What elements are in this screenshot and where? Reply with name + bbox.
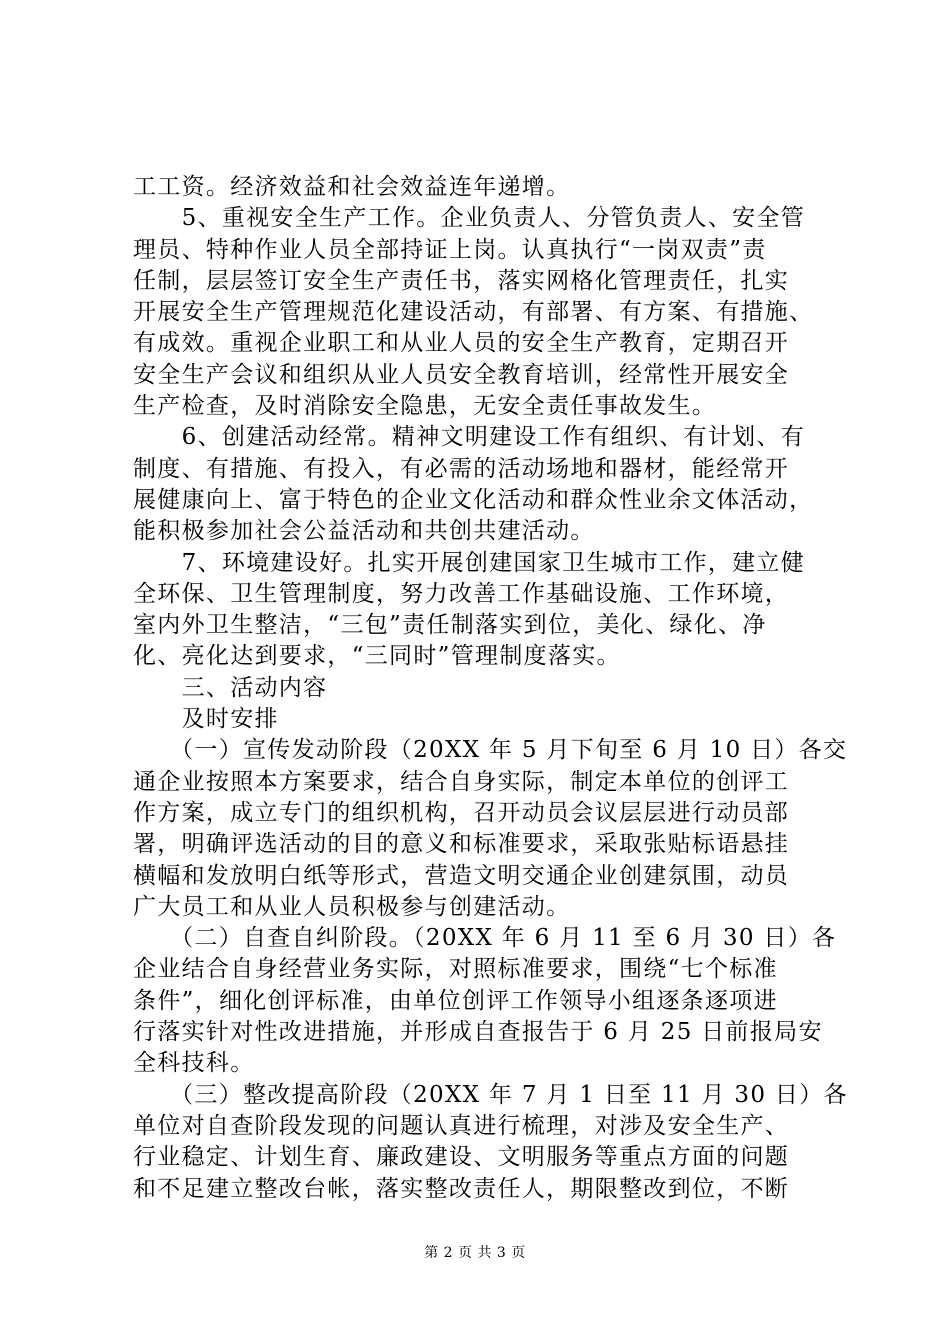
text-line: 制度、有措施、有投入，有必需的活动场地和器材，能经常开 bbox=[133, 455, 790, 482]
text-line: 7、环境建设好。扎实开展创建国家卫生城市工作，建立健 bbox=[133, 549, 806, 576]
text-line: 作方案，成立专门的组织机构，召开动员会议层层进行动员部 bbox=[133, 799, 790, 826]
text-line: 室内外卫生整洁，“三包”责任制落实到位，美化、绿化、净 bbox=[133, 612, 767, 639]
text-line: 安全生产会议和组织从业人员安全教育培训，经常性开展安全 bbox=[133, 361, 790, 388]
text-line: 企业结合自身经营业务实际，对照标准要求，围绕“七个标准 bbox=[133, 956, 778, 983]
text-line: 行落实针对性改进措施，并形成自查报告于 6 月 25 日前报局安 bbox=[133, 1019, 823, 1046]
body-text bbox=[133, 172, 858, 1205]
text-line: 及时安排 bbox=[133, 706, 279, 733]
text-line: 工工资。经济效益和社会效益连年递增。 bbox=[133, 174, 571, 200]
text-line: 全科技科。 bbox=[133, 1050, 255, 1077]
text-line: 条件”，细化创评标准，由单位创评工作领导小组逐条逐项进 bbox=[133, 987, 778, 1014]
text-line: 和不足建立整改台帐，落实整改责任人，期限整改到位，不断 bbox=[133, 1175, 790, 1202]
text-line: 任制，层层签订安全生产责任书，落实网格化管理责任，扎实 bbox=[133, 267, 790, 294]
text-line: （三）整改提高阶段（20XX 年 7 月 1 日至 11 月 30 日）各 bbox=[133, 1081, 848, 1108]
page-footer: 第 2 页 共 3 页 bbox=[424, 1245, 526, 1261]
text-line: 有成效。重视企业职工和从业人员的安全生产教育，定期召开 bbox=[133, 330, 790, 357]
text-line: 6、创建活动经常。精神文明建设工作有组织、有计划、有 bbox=[133, 424, 806, 451]
text-line: 开展安全生产管理规范化建设活动，有部署、有方案、有措施、 bbox=[133, 299, 814, 326]
text-line: 署，明确评选活动的目的意义和标准要求，采取张贴标语悬挂 bbox=[133, 831, 790, 858]
text-line: 5、重视安全生产工作。企业负责人、分管负责人、安全管 bbox=[133, 205, 806, 232]
text-line: 展健康向上、富于特色的企业文化活动和群众性业余文体活动， bbox=[133, 486, 814, 513]
text-line: 化、亮化达到要求，“三同时”管理制度落实。 bbox=[133, 643, 621, 670]
text-line: 横幅和发放明白纸等形式，营造文明交通企业创建氛围，动员 bbox=[133, 862, 790, 889]
text-line: 能积极参加社会公益活动和共创共建活动。 bbox=[133, 518, 595, 545]
text-line: 理员、特种作业人员全部持证上岗。认真执行“一岗双责”责 bbox=[133, 236, 767, 263]
text-line: 生产检查，及时消除安全隐患，无安全责任事故发生。 bbox=[133, 393, 717, 420]
text-line: （二）自查自纠阶段。（20XX 年 6 月 11 至 6 月 30 日）各 bbox=[133, 925, 837, 952]
text-line: 单位对自查阶段发现的问题认真进行梳理，对涉及安全生产、 bbox=[133, 1112, 790, 1139]
text-line: 全环保、卫生管理制度，努力改善工作基础设施、工作环境， bbox=[133, 580, 790, 607]
text-line: 通企业按照本方案要求，结合自身实际，制定本单位的创评工 bbox=[133, 768, 790, 795]
text-line: （一）宣传发动阶段（20XX 年 5 月下旬至 6 月 10 日）各交 bbox=[133, 737, 848, 764]
text-line: 广大员工和从业人员积极参与创建活动。 bbox=[133, 893, 571, 920]
text-line: 行业稳定、计划生育、廉政建设、文明服务等重点方面的问题 bbox=[133, 1144, 790, 1171]
text-line: 三、活动内容 bbox=[133, 674, 328, 701]
